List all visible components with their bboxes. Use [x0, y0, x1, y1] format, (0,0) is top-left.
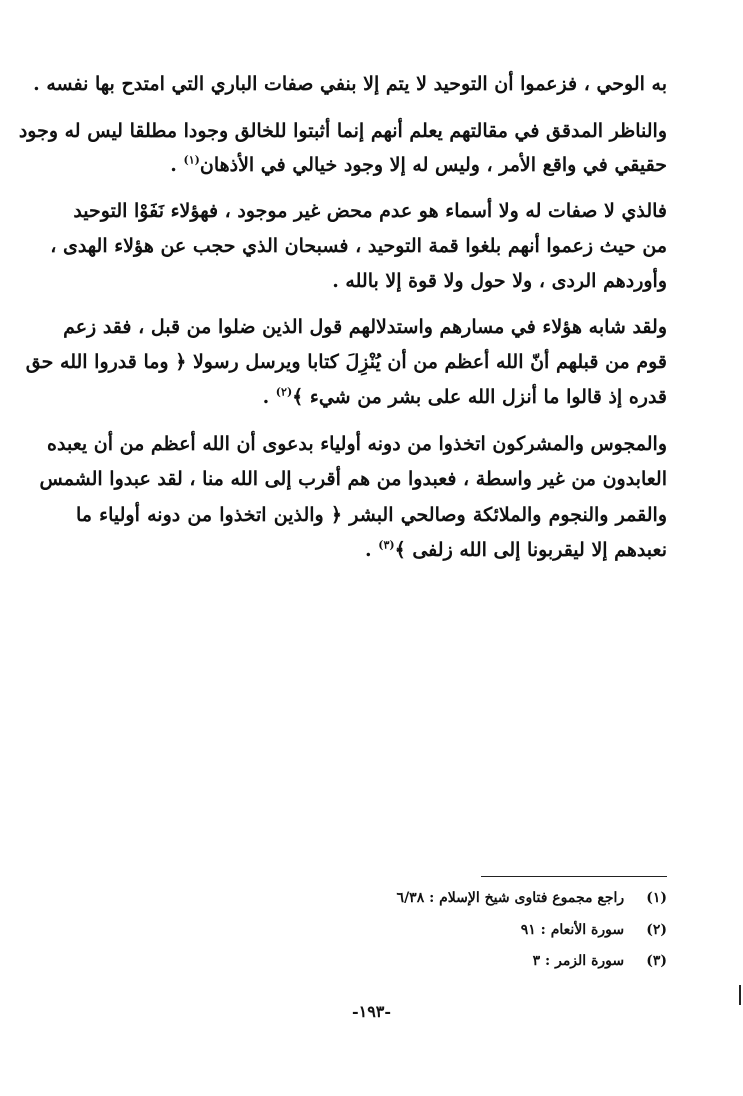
- body-line-text: قدره إذ قالوا ما أنزل الله على بشر من شيء ﴾: [292, 386, 667, 408]
- footnote-item: [533, 952, 667, 970]
- footnote-item: [521, 921, 667, 939]
- footnote-number: (٣): [646, 953, 667, 969]
- body-line: فالذي لا صفات له ولا أسماء هو عدم محض غير موجود ، فهؤلاء نَفَوْا التوحيد: [73, 200, 667, 222]
- footnote-number: (١): [646, 890, 667, 906]
- sentence-end: .: [170, 154, 184, 176]
- footnote-text: سورة الزمر : ٣: [532, 953, 625, 969]
- scan-edge-mark: [739, 985, 741, 1005]
- footnote-text: سورة الأنعام : ٩١: [520, 922, 625, 938]
- sentence-end: .: [364, 539, 379, 561]
- body-line: قوم من قبلهم أنّ الله أعظم من أن يُنْزِلَ كتابا ويرسل رسولا ﴿ وما قدروا الله حق: [25, 351, 667, 373]
- body-line-with-ref: [365, 538, 667, 562]
- body-line-with-ref: [263, 385, 667, 409]
- footnote-number: (٢): [646, 922, 667, 938]
- body-line: ولقد شابه هؤلاء في مسارهم واستدلالهم قول الذين ضلوا من قبل ، فقد زعم: [63, 316, 667, 338]
- body-line-text: نعبدهم إلا ليقربونا إلى الله زلفى ﴾: [394, 539, 667, 561]
- footnote-ref: (٣): [378, 538, 395, 552]
- footnote-item: [397, 889, 667, 907]
- page-number: -١٩٣-: [351, 1002, 392, 1021]
- body-line: والناظر المدقق في مقالتهم يعلم أنهم إنما أثبتوا للخالق وجودا مطلقا ليس له وجود: [18, 120, 667, 142]
- body-line-with-ref: [170, 153, 667, 177]
- footnote-divider: [481, 876, 667, 877]
- footnote-text: راجع مجموع فتاوى شيخ الإسلام : ٦/٣٨: [396, 890, 625, 906]
- body-line: والقمر والنجوم والملائكة وصالحي البشر ﴿ والذين اتخذوا من دونه أولياء ما: [76, 504, 667, 526]
- sentence-end: .: [262, 386, 276, 408]
- body-line: به الوحي ، فزعموا أن التوحيد لا يتم إلا بنفي صفات الباري التي امتدح بها نفسه .: [33, 73, 667, 95]
- body-line: من حيث زعموا أنهم بلغوا قمة التوحيد ، فسبحان الذي حجب عن هؤلاء الهدى ،: [50, 235, 667, 257]
- body-line: والمجوس والمشركون اتخذوا من دونه أولياء بدعوى أن الله أعظم من أن يعبده: [47, 433, 667, 455]
- body-line-text: حقيقي في واقع الأمر ، وليس له إلا وجود خيالي في الأذهان: [199, 154, 667, 176]
- body-line: العابدون من غير واسطة ، فعبدوا من هم أقرب إلى الله منا ، لقد عبدوا الشمس: [39, 468, 667, 490]
- footnote-ref: (١): [183, 153, 200, 167]
- footnote-ref: (٢): [275, 385, 293, 399]
- body-line: وأوردهم الردى ، ولا حول ولا قوة إلا بالله .: [332, 270, 667, 292]
